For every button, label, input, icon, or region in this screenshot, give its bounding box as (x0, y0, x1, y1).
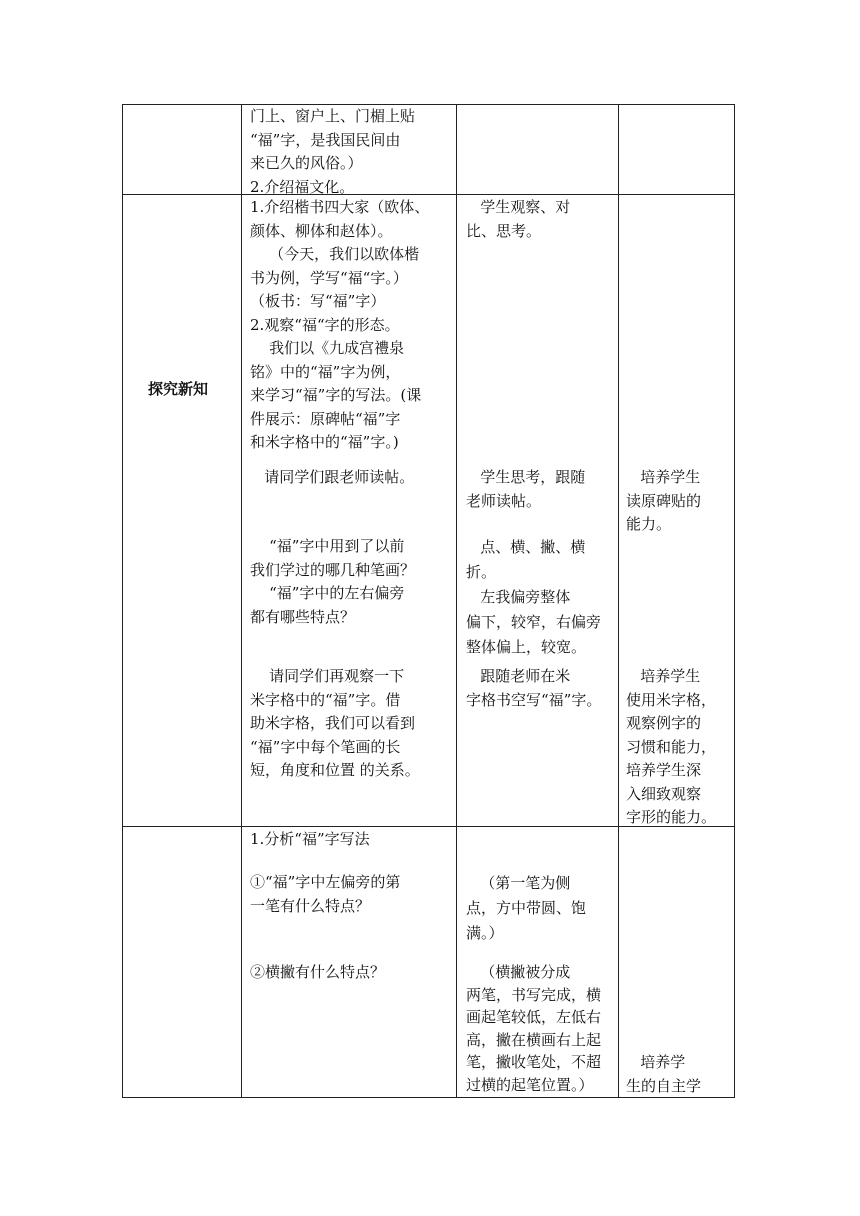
row-divider-1 (122, 194, 735, 195)
text-line: 字格书空写“福”字。 (466, 690, 602, 709)
text-line: 请同学们跟老师读帖。 (250, 468, 415, 486)
row1-teacher-block-1 (250, 196, 429, 455)
row1-student-block-4 (466, 665, 601, 712)
text-line: “福”字中的左右偏旁 (250, 584, 405, 602)
text-line: 培养学生深 (626, 761, 702, 779)
row2-intent-block-1 (626, 1051, 701, 1098)
text-line: 学生观察、对 (466, 198, 571, 216)
text-line: 画起笔较低，左低右 (466, 1008, 602, 1026)
text-line: 都有哪些特点？ (250, 607, 356, 626)
text-line: 字形的能力。 (626, 808, 717, 826)
text-line: 笔，撇收笔处，不超 (466, 1053, 602, 1071)
col-divider-1 (241, 104, 242, 1098)
text-line: 2.介绍福文化。 (250, 177, 355, 196)
text-line: 整体偏上，较宽。 (466, 638, 587, 656)
text-line: ②横撇有什么特点？ (250, 963, 386, 981)
text-line: 来已久的风俗。） (250, 154, 363, 172)
text-line: “福”字中每个笔画的长 (250, 737, 401, 756)
text-line: 请同学们再观察一下 (250, 667, 405, 685)
text-line: 培养学生 (626, 468, 701, 486)
row1-student-block-1 (466, 196, 570, 243)
row0-teacher-cell (250, 105, 415, 199)
row1-student-block-3 (466, 535, 601, 660)
text-line: 偏下，较窄，右偏旁 (466, 613, 602, 631)
text-line: 入细致观察 (626, 784, 702, 803)
row2-teacher-block-2 (250, 871, 400, 918)
text-line: 两笔，书写完成，横 (466, 985, 602, 1004)
text-line: 高，撇在横画右上起 (466, 1030, 602, 1049)
row1-intent-block-2 (626, 665, 716, 830)
col-border-right (734, 104, 735, 1098)
text-line: 来学习“福”字的写法。(课 (250, 386, 422, 404)
text-line: 助米字格，我们可以看到 (250, 714, 416, 732)
text-line: “福”字中用到了以前 (250, 537, 405, 555)
text-line: （横撇被分成 (466, 963, 571, 981)
text-line: 一笔有什么特点？ (250, 896, 371, 915)
col-divider-2 (456, 104, 457, 1098)
table-top-border (122, 104, 735, 105)
row1-teacher-block-2 (250, 466, 414, 490)
text-line: 2.观察“福“字的形态。 (250, 315, 400, 334)
text-line: 满。） (466, 924, 504, 942)
text-line: 过横的起笔位置。） (466, 1075, 594, 1094)
text-line: ①“福”字中左偏旁的第 (250, 873, 401, 891)
text-line: 学生思考，跟随 (466, 468, 586, 486)
text-line: 我们以《九成宫禮泉 (250, 339, 405, 357)
text-line: 1.介绍楷书四大家（欧体、 (250, 198, 430, 216)
text-line: 能力。 (626, 515, 672, 533)
text-line: （板书：写“福”字） (250, 292, 386, 310)
text-line: 培养学生 (626, 667, 701, 685)
row1-teacher-block-3 (250, 535, 415, 629)
col-divider-3 (618, 104, 619, 1098)
text-line: 培养学 (626, 1053, 686, 1071)
row1-intent-block-1 (626, 466, 701, 537)
text-line: 米字格中的“福”字。借 (250, 690, 401, 709)
text-line: 折。 (466, 563, 497, 581)
row1-student-block-2 (466, 466, 585, 513)
text-line: 门上、窗户上、门楣上贴 (250, 107, 416, 125)
text-line: 铭》中的“福”字为例， (250, 362, 401, 381)
text-line: 件展示：原碑帖“福”字 (250, 409, 401, 428)
text-line: 习惯和能力， (626, 737, 717, 756)
text-line: 生的自主学 (626, 1076, 702, 1095)
col-border-left (122, 104, 123, 1098)
text-line: 点，方中带圆、饱 (466, 899, 587, 917)
row2-student-block-2 (466, 961, 601, 1096)
text-line: 观察例字的 (626, 714, 702, 732)
text-line: 老师读帖。 (466, 491, 542, 510)
row1-teacher-block-4 (250, 665, 420, 783)
row2-student-block-1 (466, 871, 586, 946)
text-line: 书为例，学写“福“字。） (250, 268, 408, 287)
text-line: 比、思考。 (466, 221, 542, 240)
text-line: 跟随老师在米 (466, 667, 571, 685)
text-line: 左我偏旁整体 (466, 588, 571, 606)
text-line: （今天，我们以欧体楷 (250, 245, 420, 263)
text-line: 短，角度和位置 的关系。 (250, 761, 420, 779)
text-line: “福”字，是我国民间由 (250, 130, 401, 149)
text-line: 点、横、撇、横 (466, 538, 586, 556)
stage-label: 探究新知 (148, 380, 209, 398)
text-line: 和米字格中的“福”字。) (250, 433, 399, 451)
text-line: （第一笔为侧 (466, 874, 571, 892)
row2-teacher-block-1 (250, 828, 370, 852)
text-line: 我们学过的哪几种笔画？ (250, 560, 416, 579)
text-line: 读原碑贴的 (626, 491, 702, 510)
text-line: 使用米字格， (626, 690, 717, 709)
row2-teacher-block-3 (250, 961, 385, 985)
text-line: 1.分析“福”字写法 (250, 830, 370, 848)
text-line: 颜体、柳体和赵体）。 (250, 221, 393, 240)
